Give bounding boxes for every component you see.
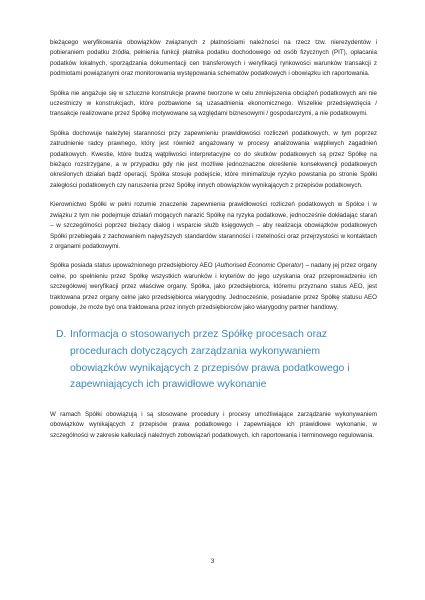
aeo-text-before: Spółka posiada status upoważnionego przedsiębiorcy AEO ( [50, 262, 217, 270]
section-title: Informacja o stosowanych przez Spółkę procesach oraz procedurach dotyczących zarządzania wykonywaniem obowiązków wynikających z przepisów prawa podatkowego i zapewniających ich prawidłowe wykonanie [70, 329, 350, 391]
section-heading [56, 327, 377, 393]
document-page [50, 38, 377, 450]
page-number: 3 [210, 558, 215, 565]
paragraph-tax-obligations: bieżącego weryfikowania obowiązków związanych z płatnościami należności na rzecz tzw. nierezydentów i pobieraniem podatku źródła, pełnienia funkcji płatnika podatku dochodowego od osób fizycznych (PIT), opłacania podatków lokalnych, sporządzania dokumentacji cen transferowych i weryfikacji rynkowości warunków transakcji z podmiotami powiązanymi oraz monitorowania występowania schematów podatkowych i obowiązku ich raportowania. [50, 39, 377, 78]
paragraph-procedures: W ramach Spółki obowiązują i są stosowane procedury i procesy umożliwiające zarządzanie wykonywaniem obowiązków wynikających z przepisów prawa podatkowego i zapewniające ich prawidłowe wykonanie, w szczególności w zakresie kalkulacji należnych zobowiązań podatkowych, ich raportowania i terminowego regulowania. [50, 410, 377, 439]
aeo-italic-term: Authorised Economic Operator [216, 262, 302, 270]
paragraph-no-artificial-structures: Spółka nie angażuje się w sztuczne konstrukcje prawne tworzone w celu zmniejszenia obciążeń podatkowych ani nie uczestniczy w konstrukcjach, które pozbawione są uzasadnienia ekonomicznego. Wszelkie przedsięwzięcia / transakcje realizowane przez Spółkę motywowane są względami biznesowymi / gospodarczymi, a nie podatkowymi. [50, 89, 377, 118]
paragraph-due-diligence: Spółka dochowuje należytej staranności przy zapewnieniu prawidłowości rozliczeń podatkowych, w tym poprzez zatrudnienie radcy prawnego, który jest również angażowany w procesy analizowania wątpliwych zagadnień podatkowych. Kwestie, które budzą wątpliwości interpretacyjne co do skutków podatkowych są przez Spółkę na bieżąco rozstrzygane, a w przypadku gdy nie jest możliwe jednoznaczne określenie konsekwencji podatkowych określonych działań bądź operacji, Spółka stosuje podejście, które minimalizuje ryzyko powstania po stronie Spółki zaległości podatkowych czy naruszenia przez Spółkę innych obowiązków wynikających z przepisów podatkowych. [50, 129, 377, 189]
paragraph-management: Kierownictwo Spółki w pełni rozumie znaczenie zapewnienia prawidłowości rozliczeń podatkowych w Spółce i w związku z tym nie podejmuje działań mogących narazić Spółkę na ryzyka podatkowe, jednocześnie dokładając starań – w szczególności poprzez bieżący dialog i wsparcie służb księgowych – aby realizacja obowiązków podatkowych Spółki przebiegała z zachowaniem najwyższych standardów staranności i rzetelności oraz przejrzystości w kontaktach z organami podatkowymi. [50, 201, 377, 250]
paragraph-aeo-status [50, 261, 377, 313]
aeo-text-after: ) – nadany jej przez organy celne, po spełnieniu przez Spółkę wszystkich warunków i kryteriów do jego uzyskania oraz przeprowadzeniu ich szczegółowej weryfikacji przez właściwe organy. Spółka, jako przedsiębiorca, któremu przyznano status AEO, jest traktowana przez organy celne jako przedsiębiorca wiarygodny. Jednocześnie, posiadanie przez Spółkę statusu AEO powoduje, że może być ona traktowana przez innych przedsiębiorców jako wiarygodny partner handlowy. [50, 262, 378, 311]
section-letter: D. [56, 329, 67, 341]
